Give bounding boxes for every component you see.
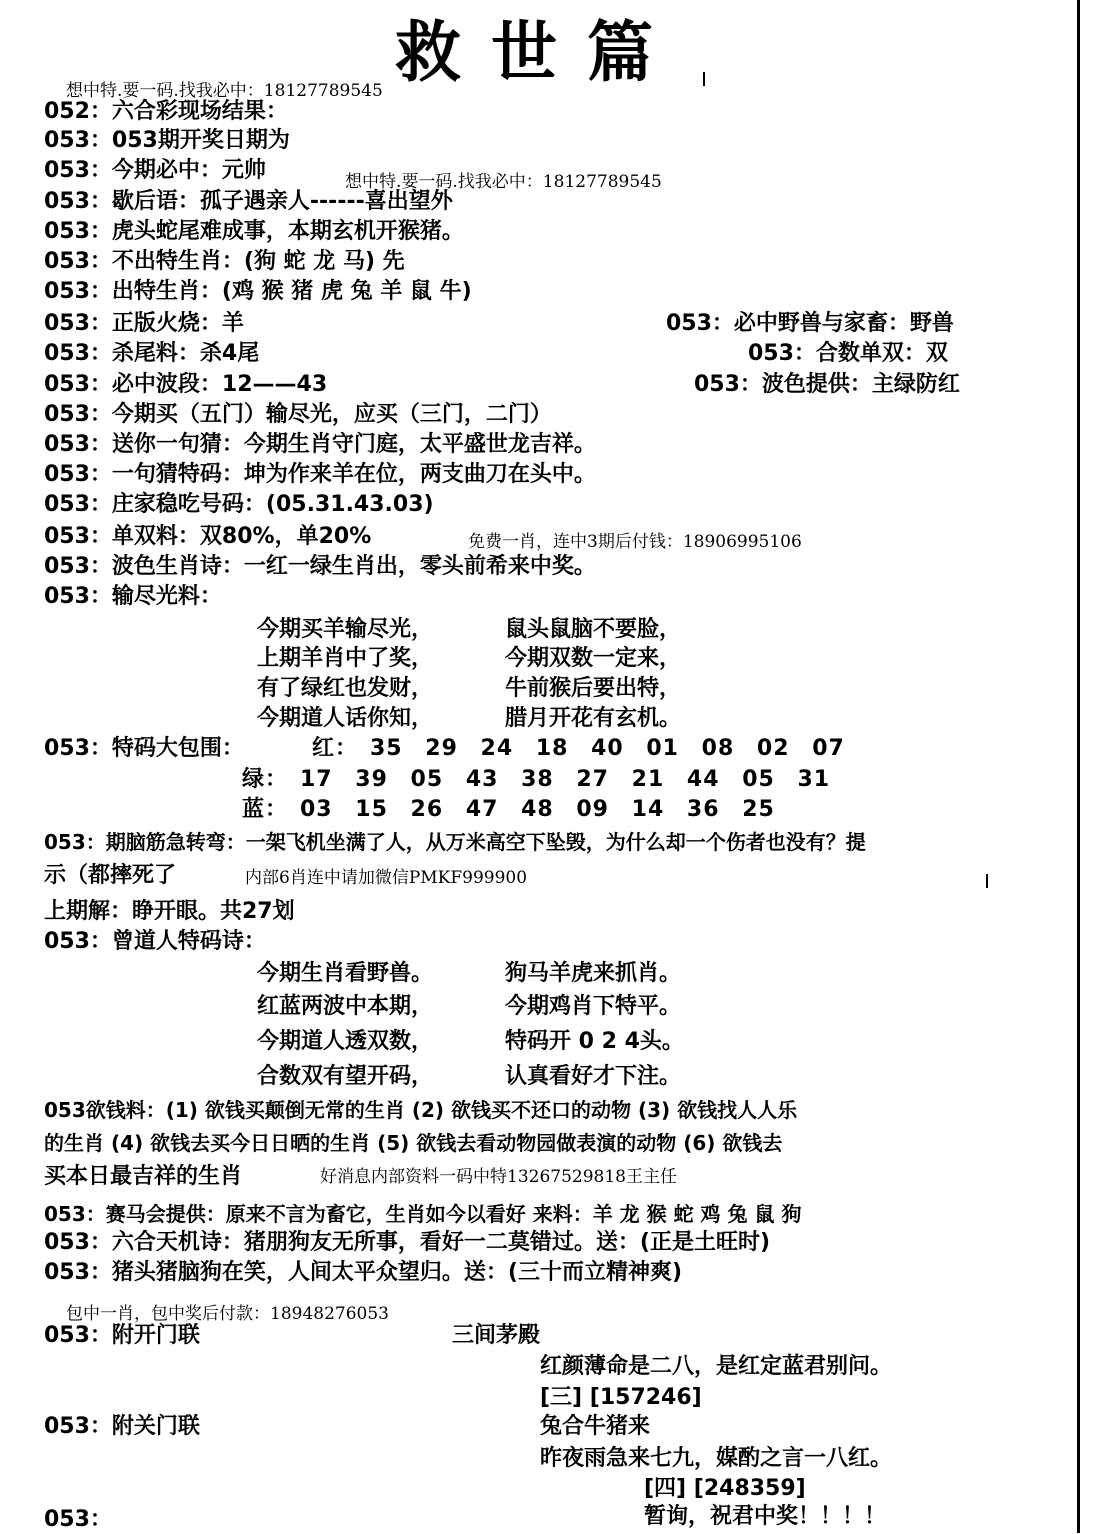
line-fire: 053：正版火烧：羊 xyxy=(44,311,244,336)
line-riddle-code: 053：一句猜特码：坤为作来羊在位，两支曲刀在头中。 xyxy=(44,462,596,487)
mark xyxy=(703,72,705,86)
ad-text-6: 包中一肖，包中奖后付款：18948276053 xyxy=(66,1304,389,1324)
poem1-row: 今期买羊输尽光， 鼠头鼠脑不要脸， xyxy=(257,617,682,642)
line-not-special: 053：不出特生肖：(狗 蛇 龙 马) 先 xyxy=(44,249,405,274)
poem2-row: 今期道人透双数， 特码开 0 2 4头。 xyxy=(257,1029,684,1054)
close-couplet-line-2: 昨夜雨急来七九，媒酌之言一八红。 xyxy=(540,1446,893,1471)
line-banker: 053：庄家稳吃号码：(05.31.43.03) xyxy=(44,492,434,517)
brain-answer: 上期解：睁开眼。共27划 xyxy=(44,899,295,924)
tail-line-3: 053：猪头猪脑狗在笑，人间太平众望归。送：(三十而立精神爽) xyxy=(44,1260,683,1285)
line-buy: 053：今期买（五门）输尽光，应买（三门，二门） xyxy=(44,402,552,427)
ad-text-4: 内部6肖连中请加微信PMKF999900 xyxy=(245,868,528,888)
right-border xyxy=(1077,0,1080,1533)
close-couplet-numbers: [四] [248359] xyxy=(644,1476,806,1501)
open-couplet-title: 三间茅殿 xyxy=(452,1323,541,1348)
line-xiehouyu: 053：歇后语：孤子遇亲人------喜出望外 xyxy=(44,189,453,214)
line-must-hit: 053：今期必中：元帅 xyxy=(44,158,266,183)
poem1-row: 今期道人话你知， 腊月开花有玄机。 xyxy=(257,706,682,731)
page-title: 救世篇 xyxy=(395,13,683,91)
close-couplet-line-1: 兔合牛猪来 xyxy=(540,1414,651,1439)
open-couplet-line: 红颜薄命是二八，是红定蓝君别问。 xyxy=(540,1354,893,1379)
brain-teaser: 053：期脑筋急转弯：一架飞机坐满了人，从万米高空下坠毁，为什么却一个伤者也没有？提 xyxy=(44,830,866,854)
line-hutou: 053：虎头蛇尾难成事，本期玄机开猴猪。 xyxy=(44,219,464,244)
mark xyxy=(986,874,988,888)
poem1-row: 上期羊肖中了奖， 今期双数一定来， xyxy=(257,646,682,671)
tail-line-1: 053：赛马会提供：原来不言为畜它，生肖如今以看好 来料：羊 龙 猴 蛇 鸡 兔 鼠 狗 xyxy=(44,1202,802,1226)
green-label: 绿： xyxy=(242,767,289,792)
brain-hint: 示（都摔死了 xyxy=(44,863,177,888)
last-line: 053： xyxy=(44,1507,112,1532)
money-line-3: 买本日最吉祥的生肖 xyxy=(44,1164,243,1189)
open-couplet-numbers: [三] [157246] xyxy=(540,1385,702,1410)
ad-text-1: 想中特.要一码.找我必中：18127789545 xyxy=(66,81,383,101)
close-couplet-label: 053：附关门联 xyxy=(44,1414,200,1439)
red-label: 红： xyxy=(312,736,359,761)
money-line-2: 的生肖 (4) 欲钱去买今日日晒的生肖 (5) 欲钱去看动物园做表演的动物 (6) 欲钱去 xyxy=(44,1131,783,1155)
blue-numbers: 03 15 26 47 48 09 14 36 25 xyxy=(300,797,775,822)
red-numbers: 35 29 24 18 40 01 08 02 07 xyxy=(370,736,845,761)
poem2-row: 合数双有望开码， 认真看好才下注。 xyxy=(257,1064,682,1089)
line-color-poem: 053：波色生肖诗：一红一绿生肖出，零头前希来中奖。 xyxy=(44,554,596,579)
line-beast: 053：必中野兽与家畜：野兽 xyxy=(666,311,954,336)
bose-label: 053：特码大包围： xyxy=(44,736,244,761)
line-wave-color: 053：波色提供：主绿防红 xyxy=(694,372,960,397)
poem1-row: 有了绿红也发财， 牛前猴后要出特， xyxy=(257,676,682,701)
open-couplet-label: 053：附开门联 xyxy=(44,1323,200,1348)
ad-text-3: 免费一肖，连中3期后付钱：18906995106 xyxy=(468,532,802,552)
ad-text-2: 想中特.要一码.找我必中：18127789545 xyxy=(345,172,662,192)
line-052: 052：六合彩现场结果： xyxy=(44,99,288,124)
line-wave: 053：必中波段：12——43 xyxy=(44,372,328,397)
ad-text-5: 好消息内部资料一码中特13267529818王主任 xyxy=(320,1167,677,1187)
poem2-label: 053：曾道人特码诗： xyxy=(44,929,266,954)
line-053-date: 053：053期开奖日期为 xyxy=(44,128,290,153)
line-lose-all: 053：输尽光料： xyxy=(44,584,222,609)
wish-text: 暂询，祝君中奖！！！！ xyxy=(644,1504,887,1529)
line-odd-even: 053：合数单双：双 xyxy=(748,341,948,366)
line-riddle: 053：送你一句猜：今期生肖守门庭，太平盛世龙吉祥。 xyxy=(44,432,596,457)
line-single-double: 053：单双料：双80%，单20% xyxy=(44,524,372,549)
green-numbers: 17 39 05 43 38 27 21 44 05 31 xyxy=(300,767,831,792)
line-special-zodiac: 053：出特生肖：(鸡 猴 猪 虎 兔 羊 鼠 牛) xyxy=(44,279,472,304)
poem2-row: 今期生肖看野兽。 狗马羊虎来抓肖。 xyxy=(257,961,682,986)
tail-line-2: 053：六合天机诗：猪朋狗友无所事，看好一二莫错过。送：(正是土旺时) xyxy=(44,1230,771,1255)
blue-label: 蓝： xyxy=(242,797,289,822)
line-kill-tail: 053：杀尾料：杀4尾 xyxy=(44,341,260,366)
money-line-1: 053欲钱料：(1) 欲钱买颠倒无常的生肖 (2) 欲钱买不还口的动物 (3) 欲钱找人人乐 xyxy=(44,1098,798,1122)
poem2-row: 红蓝两波中本期， 今期鸡肖下特平。 xyxy=(257,994,682,1019)
